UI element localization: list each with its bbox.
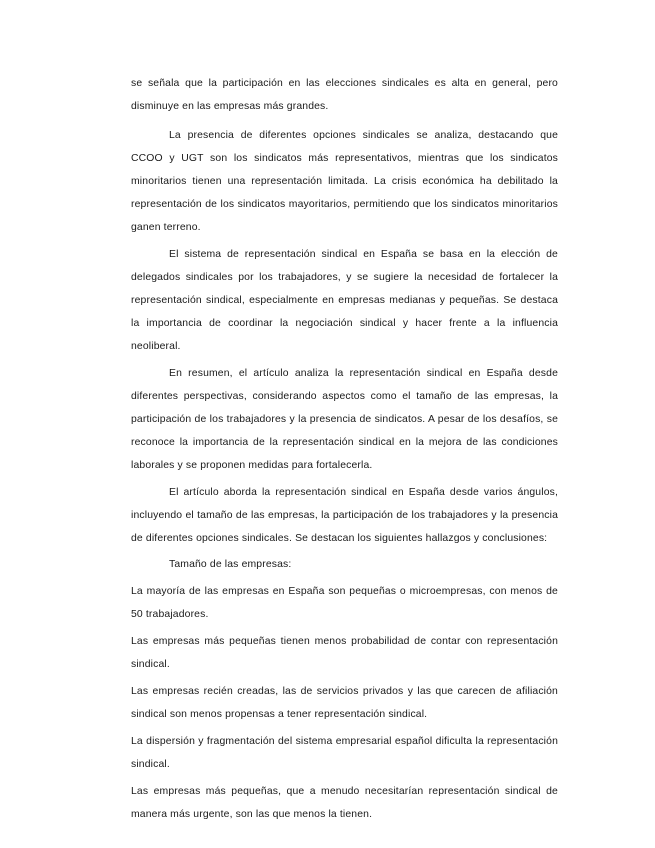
paragraph-company-size-heading: Tamaño de las empresas: bbox=[169, 559, 292, 570]
paragraph-finding-majority: La mayoría de las empresas en España son pequeñas o microempresas, con menos de 50 trabajadores. bbox=[131, 586, 558, 620]
paragraph-finding-need: Las empresas más pequeñas, que a menudo necesitarían representación sindical de manera más urgente, son las que menos la tienen. bbox=[131, 786, 558, 820]
paragraph-finding-new-companies: Las empresas recién creadas, las de servicios privados y las que carecen de afiliación sindical son menos propensas a tener representación sindical. bbox=[131, 686, 558, 720]
paragraph-union-options: La presencia de diferentes opciones sindicales se analiza, destacando que CCOO y UGT son los sindicatos más representativos, mientras que los sindicatos minoritarios tienen una representación limitada. La crisis económica ha debilitado la representación de los sindicatos mayoritarios, permitiendo que los sindicatos minoritarios ganen terreno. bbox=[131, 130, 558, 233]
paragraph-article-overview: El artículo aborda la representación sindical en España desde varios ángulos, incluyendo el tamaño de las empresas, la participación de los trabajadores y la presencia de diferentes opciones sindicales. Se destacan los siguientes hallazgos y conclusiones: bbox=[131, 487, 558, 544]
paragraph-finding-smaller: Las empresas más pequeñas tienen menos probabilidad de contar con representación sindical. bbox=[131, 636, 558, 670]
paragraph-representation-system: El sistema de representación sindical en España se basa en la elección de delegados sindicales por los trabajadores, y se sugiere la necesidad de fortalecer la representación sindical, especialmente en empresas medianas y pequeñas. Se destaca la importancia de coordinar la negociación sindical y hacer frente a la influencia neoliberal. bbox=[131, 249, 558, 352]
document-body bbox=[131, 72, 558, 826]
paragraph-summary: En resumen, el artículo analiza la representación sindical en España desde diferentes perspectivas, considerando aspectos como el tamaño de las empresas, la participación de los trabajadores y la presencia de sindicatos. A pesar de los desafíos, se reconoce la importancia de la representación sindical en la mejora de las condiciones laborales y se proponen medidas para fortalecerla. bbox=[131, 368, 558, 471]
paragraph-participation: se señala que la participación en las elecciones sindicales es alta en general, pero disminuye en las empresas más grandes. bbox=[131, 78, 558, 112]
paragraph-finding-dispersion: La dispersión y fragmentación del sistema empresarial español dificulta la representación sindical. bbox=[131, 736, 558, 770]
